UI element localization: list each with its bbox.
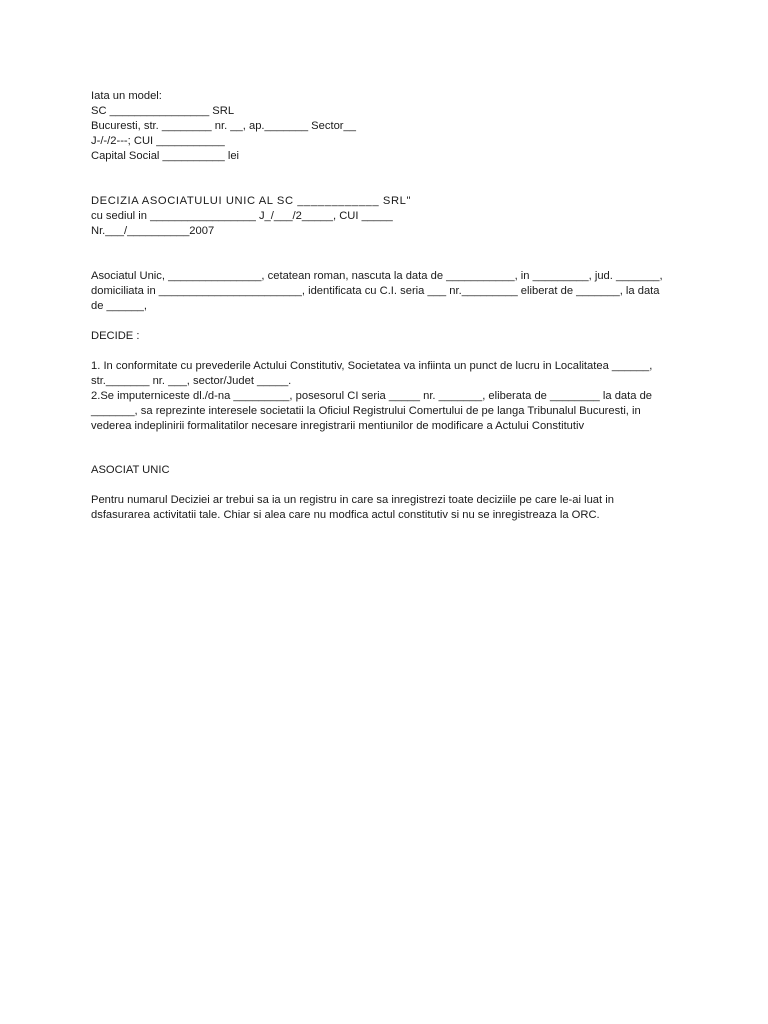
decision-point-line: str._______ nr. ___, sector/Judet _____. (91, 375, 292, 387)
note-line: Pentru numarul Deciziei ar trebui sa ia un registru in care sa inregistrezi toate deciziile pe care le-ai luat in (91, 494, 614, 506)
associate-paragraph-line: de ______, (91, 300, 147, 312)
decision-number-line: Nr.___/__________2007 (91, 225, 215, 237)
decision-point-line: 2.Se imputerniceste dl./d-na _________, posesorul CI seria _____ nr. _______, eliberata de ________ la data de (91, 390, 653, 402)
associate-paragraph-line: domiciliata in _______________________, identificata cu C.I. seria ___ nr._________ eliberat de _______, la data (91, 285, 660, 297)
decision-point-line: vederea indeplinirii formalitatilor necesare inregistrarii mentiunilor de modificare a Actului Constitutiv (91, 420, 585, 432)
headquarters-line: cu sediul in _________________ J_/___/2_____, CUI _____ (91, 210, 393, 222)
decision-point-line: 1. In conformitate cu prevederile Actului Constitutiv, Societatea va infiinta un punct de lucru in Localitatea ______, (91, 360, 653, 372)
capital-social-line: Capital Social __________ lei (91, 150, 240, 162)
company-registration-line: J-/-/2---; CUI ___________ (91, 135, 225, 147)
company-name-line: SC ________________ SRL (91, 105, 235, 117)
decision-title: DECIZIA ASOCIATULUI UNIC AL SC ____________ SRL" (91, 195, 412, 207)
company-address-line: Bucuresti, str. ________ nr. __, ap._______ Sector__ (91, 120, 356, 132)
decide-label: DECIDE : (91, 330, 140, 342)
associate-paragraph-line: Asociatul Unic, _______________, cetatean roman, nascuta la data de ___________, in _________, jud. _______, (91, 270, 663, 282)
decision-point-line: _______, sa reprezinte interesele societatii la Oficiul Registrului Comertului de pe langa Tribunalul Bucuresti, in (91, 405, 641, 417)
note-line: dsfasurarea activitatii tale. Chiar si alea care nu modfica actul constitutiv si nu se inregistreaza la ORC. (91, 509, 600, 521)
model-intro: Iata un model: (91, 90, 162, 102)
signature-label: ASOCIAT UNIC (91, 464, 170, 476)
